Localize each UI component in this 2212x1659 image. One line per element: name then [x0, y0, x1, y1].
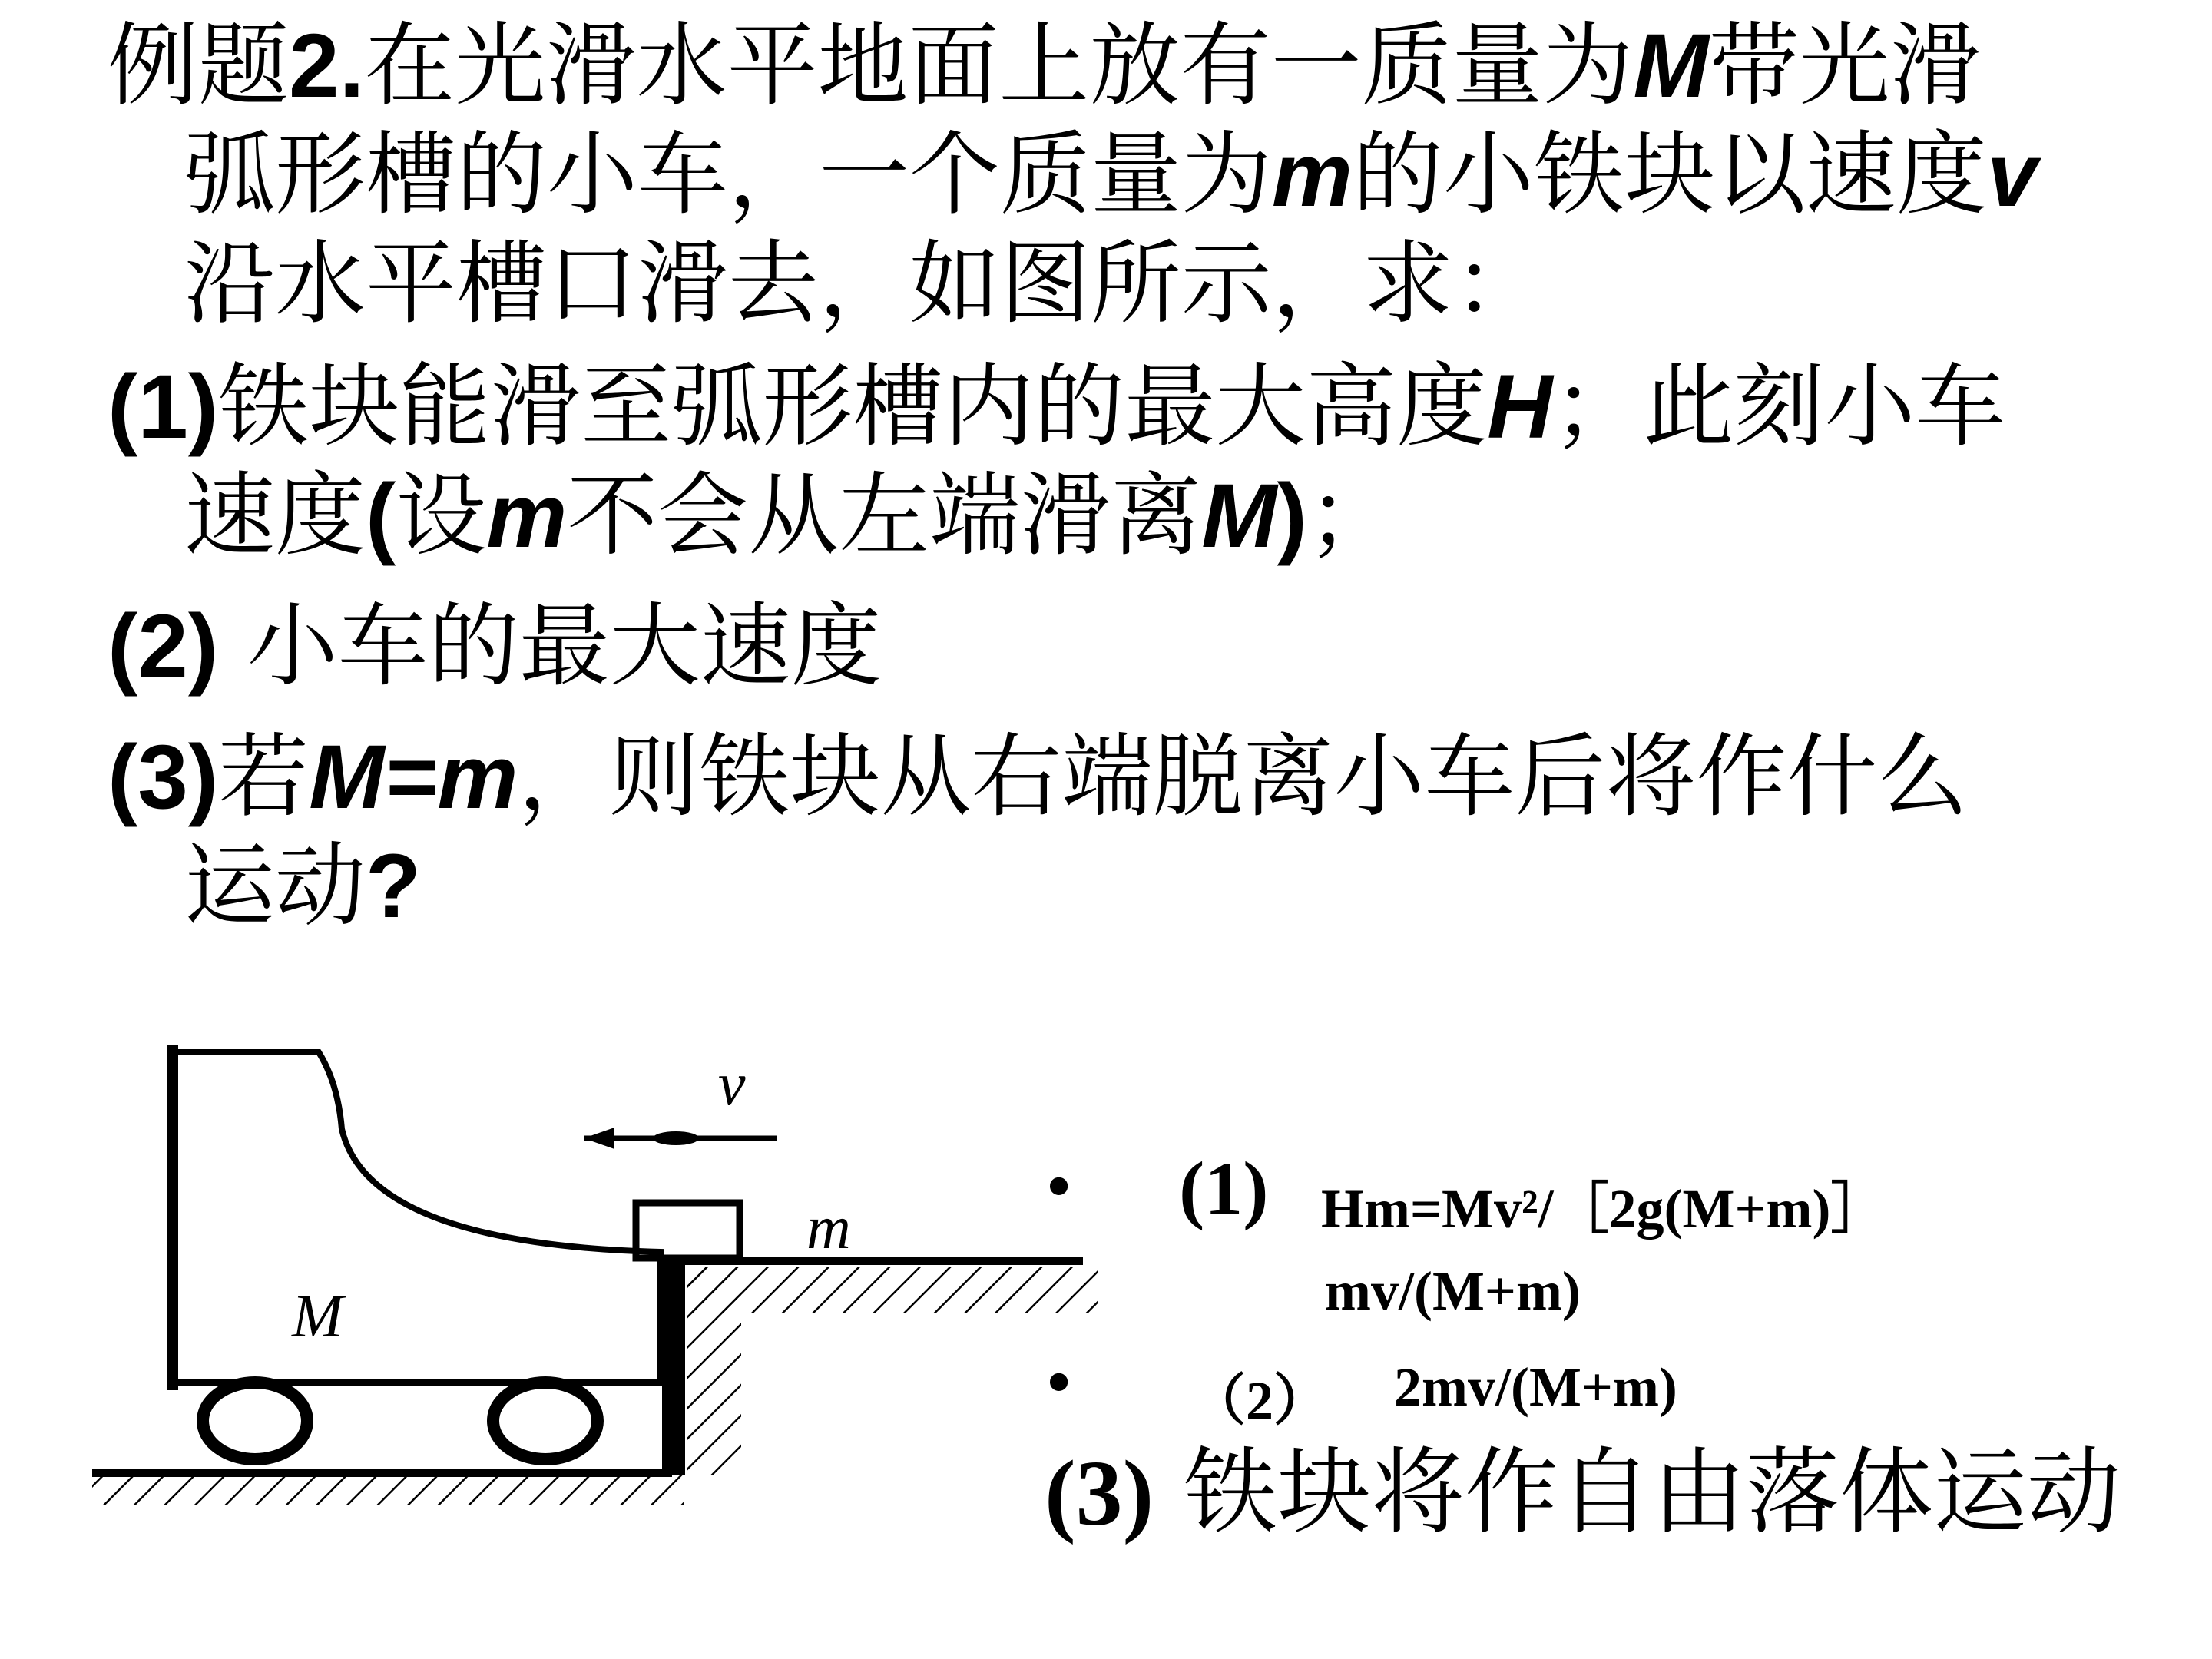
label-m: m	[806, 1194, 851, 1262]
question-text: 在光滑水平地面上放有一质量为	[364, 12, 1634, 118]
question-text: 小车的最大速度	[218, 593, 882, 699]
step-hatching	[687, 1267, 741, 1475]
answer-bullet-1: •	[1041, 1152, 1078, 1224]
answer-3	[1045, 1436, 2121, 1550]
ground-hatching	[92, 1475, 684, 1505]
question-text: 弧形槽的小车，一个质量为	[184, 121, 1273, 227]
question-text: 运动	[184, 833, 366, 939]
question-text: ，则铁块从右端脱离小车后将作什么	[518, 724, 1969, 830]
label-v: v	[718, 1051, 746, 1118]
label-M: M	[292, 1283, 343, 1350]
example-label: 例题	[108, 12, 290, 118]
question-part-3	[108, 722, 1968, 832]
part-number-2: (2)	[108, 596, 219, 697]
answer-2-number: （2）	[1190, 1370, 1330, 1432]
var-M-eq-m: M=m	[309, 727, 518, 828]
answer-3-number: (3)	[1045, 1442, 1154, 1545]
velocity-arrowhead	[584, 1128, 614, 1149]
question-part-1	[108, 352, 2005, 462]
answer-3-text: 铁块将作自由落体运动	[1154, 1438, 2121, 1547]
question-text: 的小铁块以速度	[1352, 121, 1987, 227]
answer-1-number: (1)	[1179, 1146, 1269, 1231]
var-M: M	[1633, 15, 1709, 117]
velocity-arrow-mark	[653, 1131, 699, 1145]
question-line-1	[108, 11, 1981, 121]
question-text: 沿水平槽口滑去，如图所示，求：	[184, 230, 1545, 336]
answer-1-formula: Hm=Mv²/［2g(M+m)］	[1321, 1178, 1886, 1240]
question-text: ；此刻小车	[1552, 353, 2006, 459]
step-wall	[662, 1258, 685, 1475]
question-part-2	[108, 591, 882, 701]
wheel-right	[493, 1382, 598, 1459]
answer-2-formula: 2mv/(M+m)	[1394, 1356, 1677, 1418]
question-line-2	[184, 120, 2038, 230]
var-v: v	[1986, 124, 2038, 226]
example-number: 2.	[289, 15, 365, 117]
question-text: 设	[396, 462, 487, 568]
wheel-left	[203, 1382, 307, 1459]
question-text: ；	[1306, 462, 1398, 568]
question-text: 带光滑	[1708, 12, 1981, 118]
part-number-3: (3)	[108, 727, 219, 828]
var-m: m	[1272, 124, 1353, 226]
var-M: M	[1201, 465, 1277, 567]
question-part-1-cont	[184, 461, 1398, 571]
var-H: H	[1487, 356, 1553, 458]
question-mark: ?	[366, 836, 422, 937]
question-text: 若	[218, 724, 310, 830]
part-number-1: (1)	[108, 356, 219, 458]
answer-bullet-2: •	[1041, 1348, 1078, 1419]
var-m: m	[486, 465, 568, 567]
paren-close: )	[1277, 465, 1307, 567]
physics-diagram	[77, 1014, 1098, 1505]
answer-1-velocity: mv/(M+m)	[1325, 1260, 1581, 1322]
question-text: 速度	[184, 462, 366, 568]
platform-hatching	[687, 1267, 1098, 1313]
paren-open: (	[366, 465, 396, 567]
question-text: 铁块能滑至弧形槽内的最大高度	[218, 353, 1488, 459]
question-line-3	[184, 229, 1544, 338]
question-part-3-cont	[184, 831, 421, 941]
cart-body	[173, 1052, 661, 1382]
question-text: 不会从左端滑离	[567, 462, 1202, 568]
